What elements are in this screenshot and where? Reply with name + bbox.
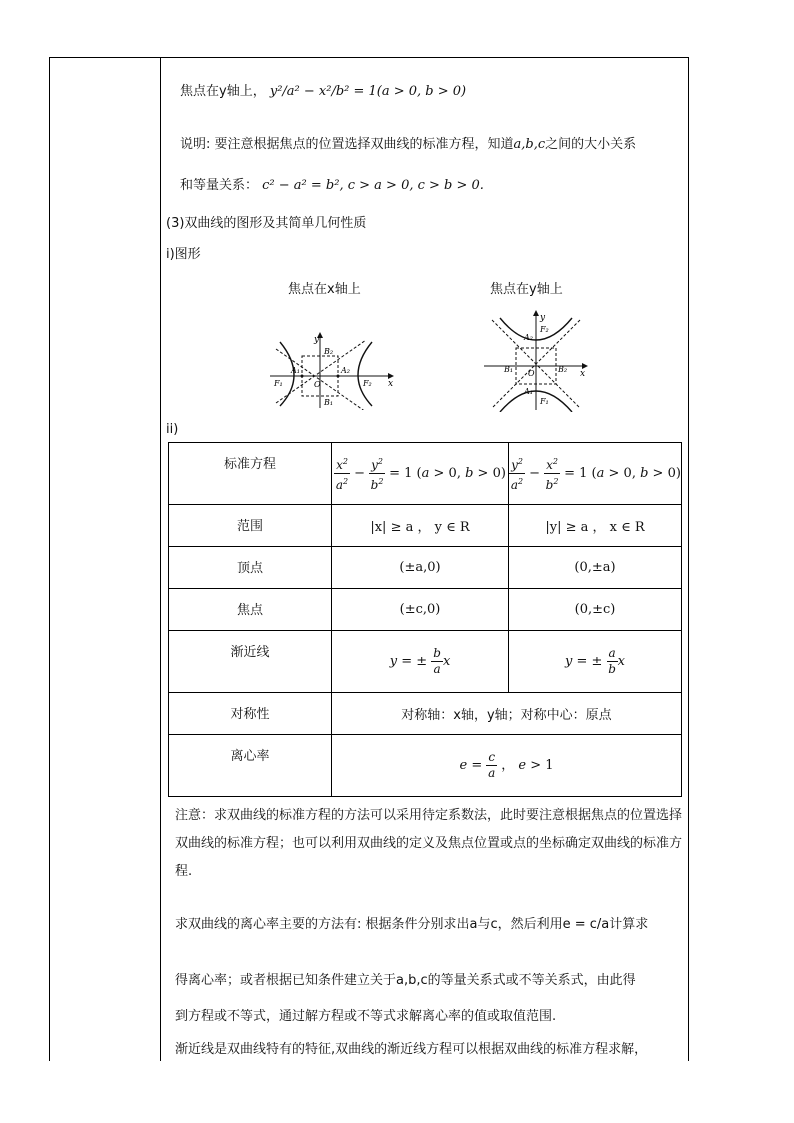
table-row	[169, 631, 682, 693]
column-divider	[160, 57, 161, 1061]
note-standard-equation: 注意：求双曲线的标准方程的方法可以采用待定系数法，此时要注意根据焦点的位置选择双曲线的标准方程；也可以利用双曲线的定义及焦点位置或点的坐标确定双曲线的标准方程.	[175, 808, 683, 879]
table-row	[169, 505, 682, 547]
note-eccentricity-line2: 得离心率；或者根据已知条件建立关于a,b,c的等量关系式或不等关系式，由此得	[175, 973, 636, 988]
symmetry-value: 对称轴：x轴，y轴；对称中心：原点	[332, 693, 682, 735]
eccentricity-value: e = $\frac{c}{a}$ ， e > 1	[332, 735, 682, 797]
fig1-label-b1: B₁	[324, 398, 334, 407]
hyperbola-properties-table	[168, 442, 682, 797]
equation-x: $\frac{x^2}{a^2}$ − $\frac{y^2}{b^2}$ = 1 (a > 0, b > 0)	[332, 443, 509, 505]
fig2-label-a1: A₁	[524, 387, 533, 396]
fig2-label-f2: F₂	[540, 325, 549, 334]
table-subheading: ii)	[166, 422, 179, 437]
section3-heading: (3)双曲线的图形及其简单几何性质	[166, 216, 367, 231]
table-row	[169, 589, 682, 631]
note-prefix: 说明: 要注意根据焦点的位置选择双曲线的标准方程，知道	[180, 137, 514, 152]
note-asymptote: 渐近线是双曲线特有的特征,双曲线的渐近线方程可以根据双曲线的标准方程求解，	[175, 1042, 648, 1057]
fig2-label-o: O	[528, 369, 535, 378]
row-label: 对称性	[169, 693, 332, 735]
hyperbola-x-foci-figure	[268, 330, 398, 410]
fig2-label-x: x	[580, 369, 586, 379]
row-label: 焦点	[169, 589, 332, 631]
fig1-label-f1: F₁	[274, 379, 283, 388]
fig2-label-y: y	[540, 313, 546, 323]
fig1-label-x: x	[388, 379, 394, 389]
range-x: |x| ≥ a ， y ∈ R	[332, 505, 509, 547]
equation-y: $\frac{y^2}{a^2}$ − $\frac{x^2}{b^2}$ = 1 (a > 0, b > 0)	[509, 443, 682, 505]
row-label: 离心率	[169, 735, 332, 797]
row-label: 渐近线	[169, 631, 332, 693]
fig2-label-b1: B₁	[504, 365, 514, 374]
y-axis-equation: y²/a² − x²/b² = 1(a > 0, b > 0)	[269, 84, 467, 99]
fig2-label-b2: B₂	[558, 365, 568, 374]
caption-x-foci: 焦点在x轴上	[288, 282, 361, 297]
vertex-y: (0,±a)	[509, 547, 682, 589]
y-axis-label: 焦点在y轴上，	[180, 84, 266, 99]
note-relation: c² − a² = b², c > a > 0, c > b > 0.	[262, 178, 484, 193]
fig1-label-f2: F₂	[363, 379, 372, 388]
fig1-label-o: O	[314, 380, 321, 389]
hyperbola-y-foci-figure	[482, 308, 592, 412]
note-abc: a,b,c	[513, 137, 546, 152]
caption-y-foci: 焦点在y轴上	[490, 282, 563, 297]
fig1-label-y: y	[314, 335, 320, 345]
asymptote-x: y = ± $\frac{b}{a}$ x	[332, 631, 509, 693]
vertex-x: (±a,0)	[332, 547, 509, 589]
note-line2-text: 和等量关系：	[180, 178, 259, 193]
fig1-label-a2: A₂	[341, 366, 350, 375]
note-line-1	[180, 133, 636, 152]
table-row	[169, 735, 682, 797]
fig1-label-a1: A₁	[291, 366, 300, 375]
range-y: |y| ≥ a ， x ∈ R	[509, 505, 682, 547]
fig1-label-b2: B₂	[324, 347, 334, 356]
row-label: 标准方程	[169, 443, 332, 505]
note-eccentricity-line3: 到方程或不等式，通过解方程或不等式求解离心率的值或取值范围.	[175, 1009, 557, 1024]
row-label: 范围	[169, 505, 332, 547]
note-suffix: 之间的大小关系	[545, 137, 637, 152]
fig2-label-a2: A₂	[524, 333, 533, 342]
table-row	[169, 693, 682, 735]
y-axis-equation-line	[180, 80, 466, 99]
asymptote-y: y = ± $\frac{a}{b}$ x	[509, 631, 682, 693]
figure-subheading: i)图形	[166, 247, 201, 262]
fig2-label-f1: F₁	[540, 397, 549, 406]
table-row	[169, 443, 682, 505]
note-eccentricity-line1: 求双曲线的离心率主要的方法有: 根据条件分别求出a与c，然后利用e = c/a计算求	[175, 917, 649, 932]
focus-x: (±c,0)	[332, 589, 509, 631]
focus-y: (0,±c)	[509, 589, 682, 631]
note-line-2	[180, 174, 484, 193]
row-label: 顶点	[169, 547, 332, 589]
table-row	[169, 547, 682, 589]
